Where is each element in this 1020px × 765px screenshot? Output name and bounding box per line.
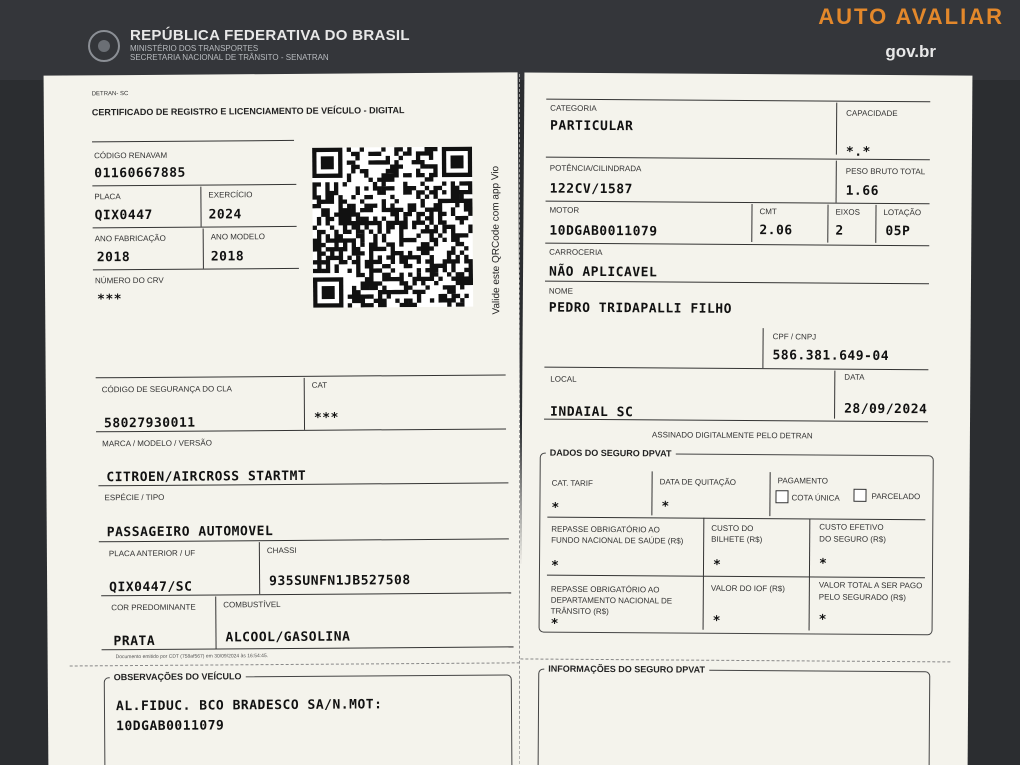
- document-title: CERTIFICADO DE REGISTRO E LICENCIAMENTO DE VEÍCULO - DIGITAL: [91, 105, 405, 118]
- data-value: 28/09/2024: [844, 401, 928, 418]
- carroceria-value: NÃO APLICAVEL: [549, 264, 658, 281]
- repasse-transito-label-1: REPASSE OBRIGATÓRIO AO: [550, 584, 660, 595]
- placa-label: PLACA: [94, 192, 121, 202]
- local-label: LOCAL: [550, 374, 577, 384]
- custo-bilhete-label-2: BILHETE (R$): [711, 534, 763, 545]
- custo-efetivo-value: *: [818, 556, 828, 572]
- valor-iof-label: VALOR DO IOF (R$): [710, 583, 785, 594]
- motor-value: 10DGAB0011079: [549, 223, 658, 240]
- cla-value: 58027930011: [103, 415, 196, 432]
- observacoes-line-2: 10DGAB0011079: [116, 718, 225, 735]
- peso-bruto-value: 1.66: [845, 183, 879, 199]
- repasse-transito-value: *: [550, 616, 559, 632]
- cor-label: COR PREDOMINANTE: [111, 602, 196, 613]
- potencia-value: 122CV/1587: [549, 181, 633, 198]
- qrcode-image: [312, 147, 473, 308]
- data-label: DATA: [844, 372, 865, 382]
- cat-tarif-label: CAT. TARIF: [551, 478, 593, 488]
- valor-total-label-2: PELO SEGURADO (R$): [818, 592, 906, 603]
- placa-anterior-value: QIX0447/SC: [109, 579, 193, 596]
- custo-bilhete-label-1: CUSTO DO: [711, 523, 754, 534]
- custo-efetivo-label-2: DO SEGURO (R$): [819, 534, 886, 544]
- categoria-value: PARTICULAR: [550, 118, 634, 135]
- lotacao-label: LOTAÇÃO: [883, 207, 922, 218]
- ano-fabricacao-label: ANO FABRICAÇÃO: [94, 233, 166, 244]
- crv-value: ***: [97, 292, 123, 308]
- ano-modelo-label: ANO MODELO: [210, 232, 265, 242]
- capacidade-label: CAPACIDADE: [846, 108, 898, 119]
- categoria-label: CATEGORIA: [550, 103, 597, 113]
- qr-finder-pattern: [442, 147, 472, 177]
- lotacao-value: 05P: [885, 223, 911, 240]
- qr-finder-pattern: [312, 148, 342, 178]
- eixos-label: EIXOS: [835, 207, 860, 217]
- observacoes-title: OBSERVAÇÕES DO VEÍCULO: [110, 671, 246, 682]
- document-right-page: [520, 72, 973, 765]
- repasse-saude-label-2: FUNDO NACIONAL DE SAÚDE (R$): [551, 535, 684, 546]
- marca-value: CITROEN/AIRCROSS STARTMT: [106, 468, 307, 486]
- republic-title: REPÚBLICA FEDERATIVA DO BRASIL: [130, 27, 410, 44]
- repasse-transito-label-2: DEPARTAMENTO NACIONAL DE: [550, 595, 673, 606]
- observacoes-line-1: AL.FIDUC. BCO BRADESCO SA/N.MOT:: [115, 697, 383, 715]
- placa-value: QIX0447: [94, 207, 153, 224]
- valor-total-value: *: [818, 612, 828, 628]
- pagamento-label: PAGAMENTO: [777, 476, 829, 486]
- repasse-transito-label-3: TRÂNSITO (R$): [550, 606, 609, 617]
- parcelado-checkbox[interactable]: [853, 489, 866, 502]
- cat-value: ***: [313, 410, 339, 426]
- coat-of-arms-icon: [88, 30, 120, 62]
- placa-anterior-label: PLACA ANTERIOR / UF: [108, 548, 196, 559]
- assinado-note: ASSINADO DIGITALMENTE PELO DETRAN: [651, 430, 813, 441]
- ano-modelo-value: 2018: [210, 249, 245, 265]
- especie-label: ESPÉCIE / TIPO: [104, 492, 165, 503]
- carroceria-label: CARROCERIA: [549, 247, 603, 257]
- especie-value: PASSAGEIRO AUTOMOVEL: [106, 524, 274, 541]
- potencia-label: POTÊNCIA/CILINDRADA: [549, 163, 642, 174]
- chassi-label: CHASSI: [266, 545, 297, 556]
- combustivel-label: COMBUSTÍVEL: [223, 600, 281, 610]
- data-quitacao-label: DATA DE QUITAÇÃO: [659, 477, 737, 487]
- cota-unica-label: COTA ÚNICA: [791, 493, 840, 503]
- nome-label: NOME: [548, 286, 573, 296]
- document-left-page: [44, 72, 523, 765]
- watermark-logo: AUTO AVALIAR: [818, 4, 1004, 29]
- cota-unica-checkbox[interactable]: [775, 490, 788, 503]
- renavam-label: CÓDIGO RENAVAM: [94, 150, 168, 161]
- local-value: INDAIAL SC: [550, 404, 634, 421]
- combustivel-value: ALCOOL/GASOLINA: [225, 629, 351, 646]
- peso-bruto-label: PESO BRUTO TOTAL: [845, 166, 926, 177]
- header-bar: [0, 0, 1020, 80]
- ministry-subtitle: [130, 44, 329, 62]
- info-dpvat-box: [538, 669, 931, 765]
- marca-label: MARCA / MODELO / VERSÃO: [102, 438, 212, 449]
- qr-finder-pattern: [313, 277, 343, 307]
- crv-label: NÚMERO DO CRV: [94, 275, 164, 286]
- capacidade-value: *.*: [845, 144, 871, 160]
- cat-label: CAT: [311, 380, 328, 390]
- ano-fabricacao-value: 2018: [96, 250, 131, 266]
- exercicio-label: EXERCÍCIO: [208, 190, 253, 200]
- custo-bilhete-value: *: [712, 557, 722, 573]
- senatran-line: SECRETARIA NACIONAL DE TRÂNSITO - SENATRAN: [130, 53, 329, 62]
- govbr-logo: gov.br: [885, 42, 936, 61]
- parcelado-label: PARCELADO: [871, 491, 921, 502]
- renavam-value: 01160667885: [94, 165, 186, 182]
- cat-tarif-value: *: [551, 500, 560, 516]
- custo-efetivo-label-1: CUSTO EFETIVO: [819, 522, 884, 532]
- cmt-value: 2.06: [759, 223, 793, 239]
- cmt-label: CMT: [759, 207, 777, 217]
- emission-note: Documento emitido por CDT (758af567) em 30/09/2024 às 16:54:45.: [115, 653, 269, 661]
- eixos-value: 2: [835, 223, 844, 239]
- nome-value: PEDRO TRIDAPALLI FILHO: [548, 300, 733, 317]
- valor-iof-value: *: [712, 613, 722, 629]
- qrcode-note: Valide este QRCode com app Vio: [490, 165, 503, 315]
- repasse-saude-label-1: REPASSE OBRIGATÓRIO AO: [551, 524, 660, 535]
- cpf-label: CPF / CNPJ: [772, 332, 817, 342]
- motor-label: MOTOR: [549, 205, 580, 215]
- cpf-value: 586.381.649-04: [772, 348, 890, 364]
- cor-value: PRATA: [113, 633, 156, 650]
- cla-label: CÓDIGO DE SEGURANÇA DO CLA: [101, 384, 233, 395]
- chassi-value: 935SUNFN1JB527508: [269, 573, 411, 590]
- exercicio-value: 2024: [208, 207, 242, 223]
- detran-label: DETRAN- SC: [91, 91, 129, 98]
- data-quitacao-value: *: [661, 499, 670, 515]
- dpvat-title: DADOS DO SEGURO DPVAT: [546, 448, 676, 459]
- valor-total-label-1: VALOR TOTAL A SER PAGO: [818, 580, 923, 591]
- ministry-line: MINISTÉRIO DOS TRANSPORTES: [130, 44, 259, 53]
- info-dpvat-title: INFORMAÇÕES DO SEGURO DPVAT: [544, 664, 709, 675]
- repasse-saude-value: *: [550, 558, 560, 574]
